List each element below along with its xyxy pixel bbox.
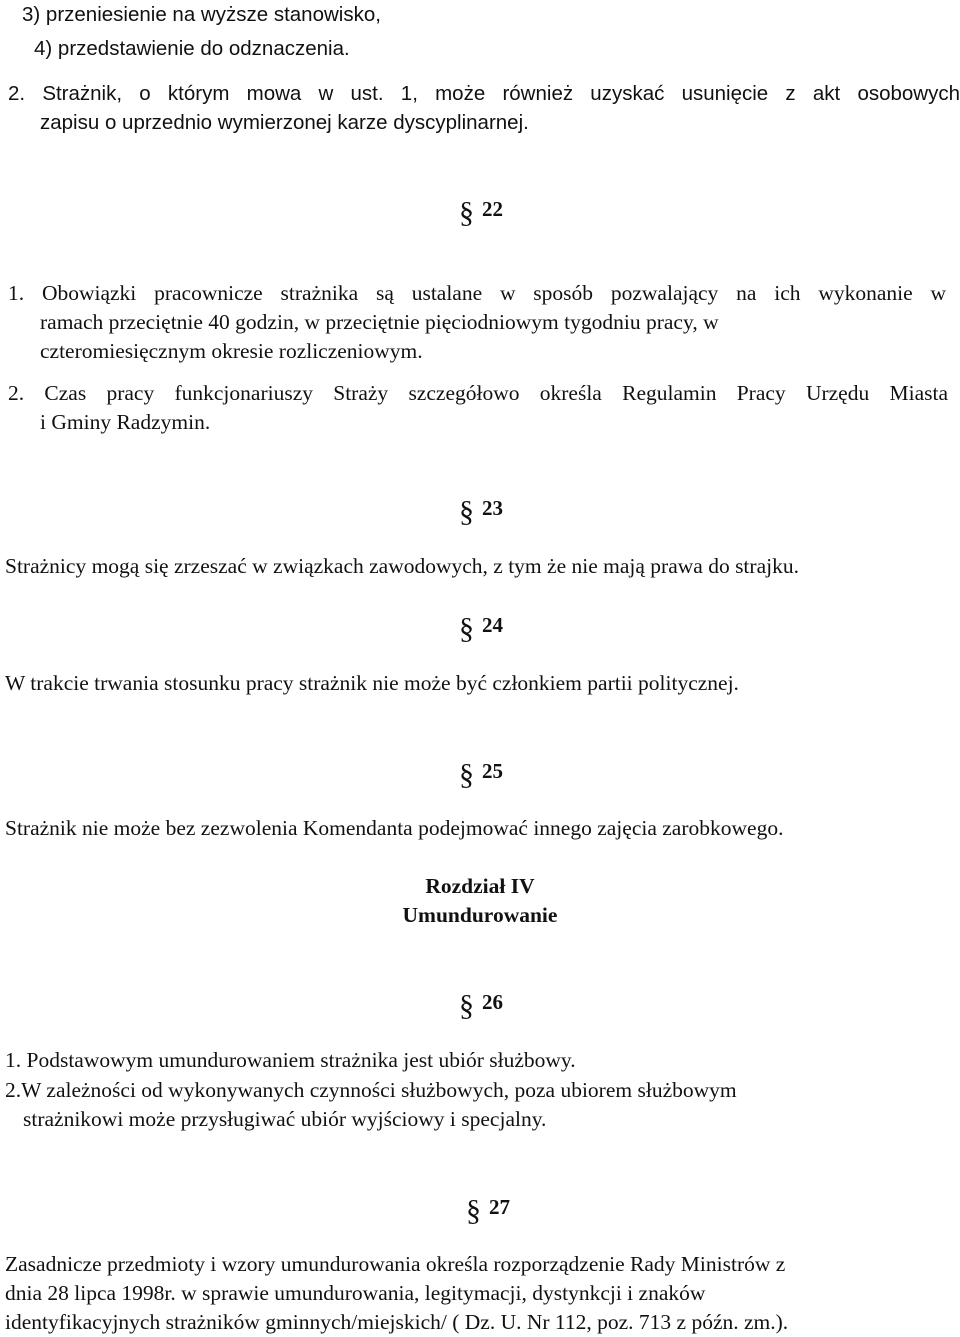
section-number: 23 — [482, 496, 503, 520]
section-symbol: § — [459, 989, 474, 1022]
sec22-p1-line-3: czteromiesięcznym okresie rozliczeniowym. — [40, 339, 423, 363]
paragraph-2-line-1: 2. Strażnik, o którym mowa w ust. 1, może również uzyskać usunięcie z akt osobowych — [8, 82, 960, 105]
section-number: 25 — [482, 759, 503, 783]
section-number: 26 — [482, 990, 503, 1014]
sec27-line-1: Zasadnicze przedmioty i wzory umundurowania określa rozporządzenie Rady Ministrów z — [5, 1252, 786, 1276]
sec22-p2-line-1: 2. Czas pracy funkcjonariuszy Straży szczegółowo określa Regulamin Pracy Urzędu Miasta — [8, 381, 948, 405]
section-heading-24 — [459, 612, 503, 645]
section-heading-27 — [466, 1194, 510, 1227]
sec23-text: Strażnicy mogą się zrzeszać w związkach zawodowych, z tym że nie mają prawa do strajku. — [5, 554, 799, 578]
section-heading-23 — [459, 495, 503, 528]
section-symbol: § — [459, 612, 474, 645]
section-symbol: § — [459, 495, 474, 528]
chapter-number: Rozdział IV — [425, 874, 535, 898]
sec22-p1-line-2: ramach przeciętnie 40 godzin, w przeciętnie pięciodniowym tygodniu pracy, w — [40, 310, 719, 334]
section-symbol: § — [466, 1194, 481, 1227]
paragraph-2-line-2: zapisu o uprzednio wymierzonej karze dyscyplinarnej. — [40, 111, 529, 134]
chapter-title: Umundurowanie — [402, 903, 558, 927]
list-item-4: 4) przedstawienie do odznaczenia. — [34, 37, 350, 60]
section-symbol: § — [459, 196, 474, 229]
sec24-text: W trakcie trwania stosunku pracy strażnik nie może być członkiem partii politycznej. — [5, 671, 739, 695]
sec27-line-3: identyfikacyjnych strażników gminnych/miejskich/ ( Dz. U. Nr 112, poz. 713 z późn. zm.). — [5, 1310, 789, 1334]
sec26-line-1: 1. Podstawowym umundurowaniem strażnika jest ubiór służbowy. — [5, 1048, 576, 1072]
section-number: 22 — [482, 197, 503, 221]
section-symbol: § — [459, 758, 474, 791]
sec26-line-2: 2.W zależności od wykonywanych czynności służbowych, poza ubiorem służbowym — [5, 1078, 737, 1102]
list-item-3: 3) przeniesienie na wyższe stanowisko, — [22, 3, 381, 26]
section-heading-26 — [459, 989, 503, 1022]
section-heading-22 — [459, 196, 503, 229]
section-heading-25 — [459, 758, 503, 791]
section-number: 27 — [489, 1195, 510, 1219]
sec22-p1-line-1: 1. Obowiązki pracownicze strażnika są ustalane w sposób pozwalający na ich wykonanie w — [8, 281, 946, 305]
sec26-line-3: strażnikowi może przysługiwać ubiór wyjściowy i specjalny. — [23, 1107, 547, 1131]
sec22-p2-line-2: i Gminy Radzymin. — [40, 410, 211, 434]
section-number: 24 — [482, 613, 503, 637]
sec27-line-2: dnia 28 lipca 1998r. w sprawie umundurowania, legitymacji, dystynkcji i znaków — [5, 1281, 706, 1305]
sec25-text: Strażnik nie może bez zezwolenia Komendanta podejmować innego zajęcia zarobkowego. — [5, 816, 784, 840]
